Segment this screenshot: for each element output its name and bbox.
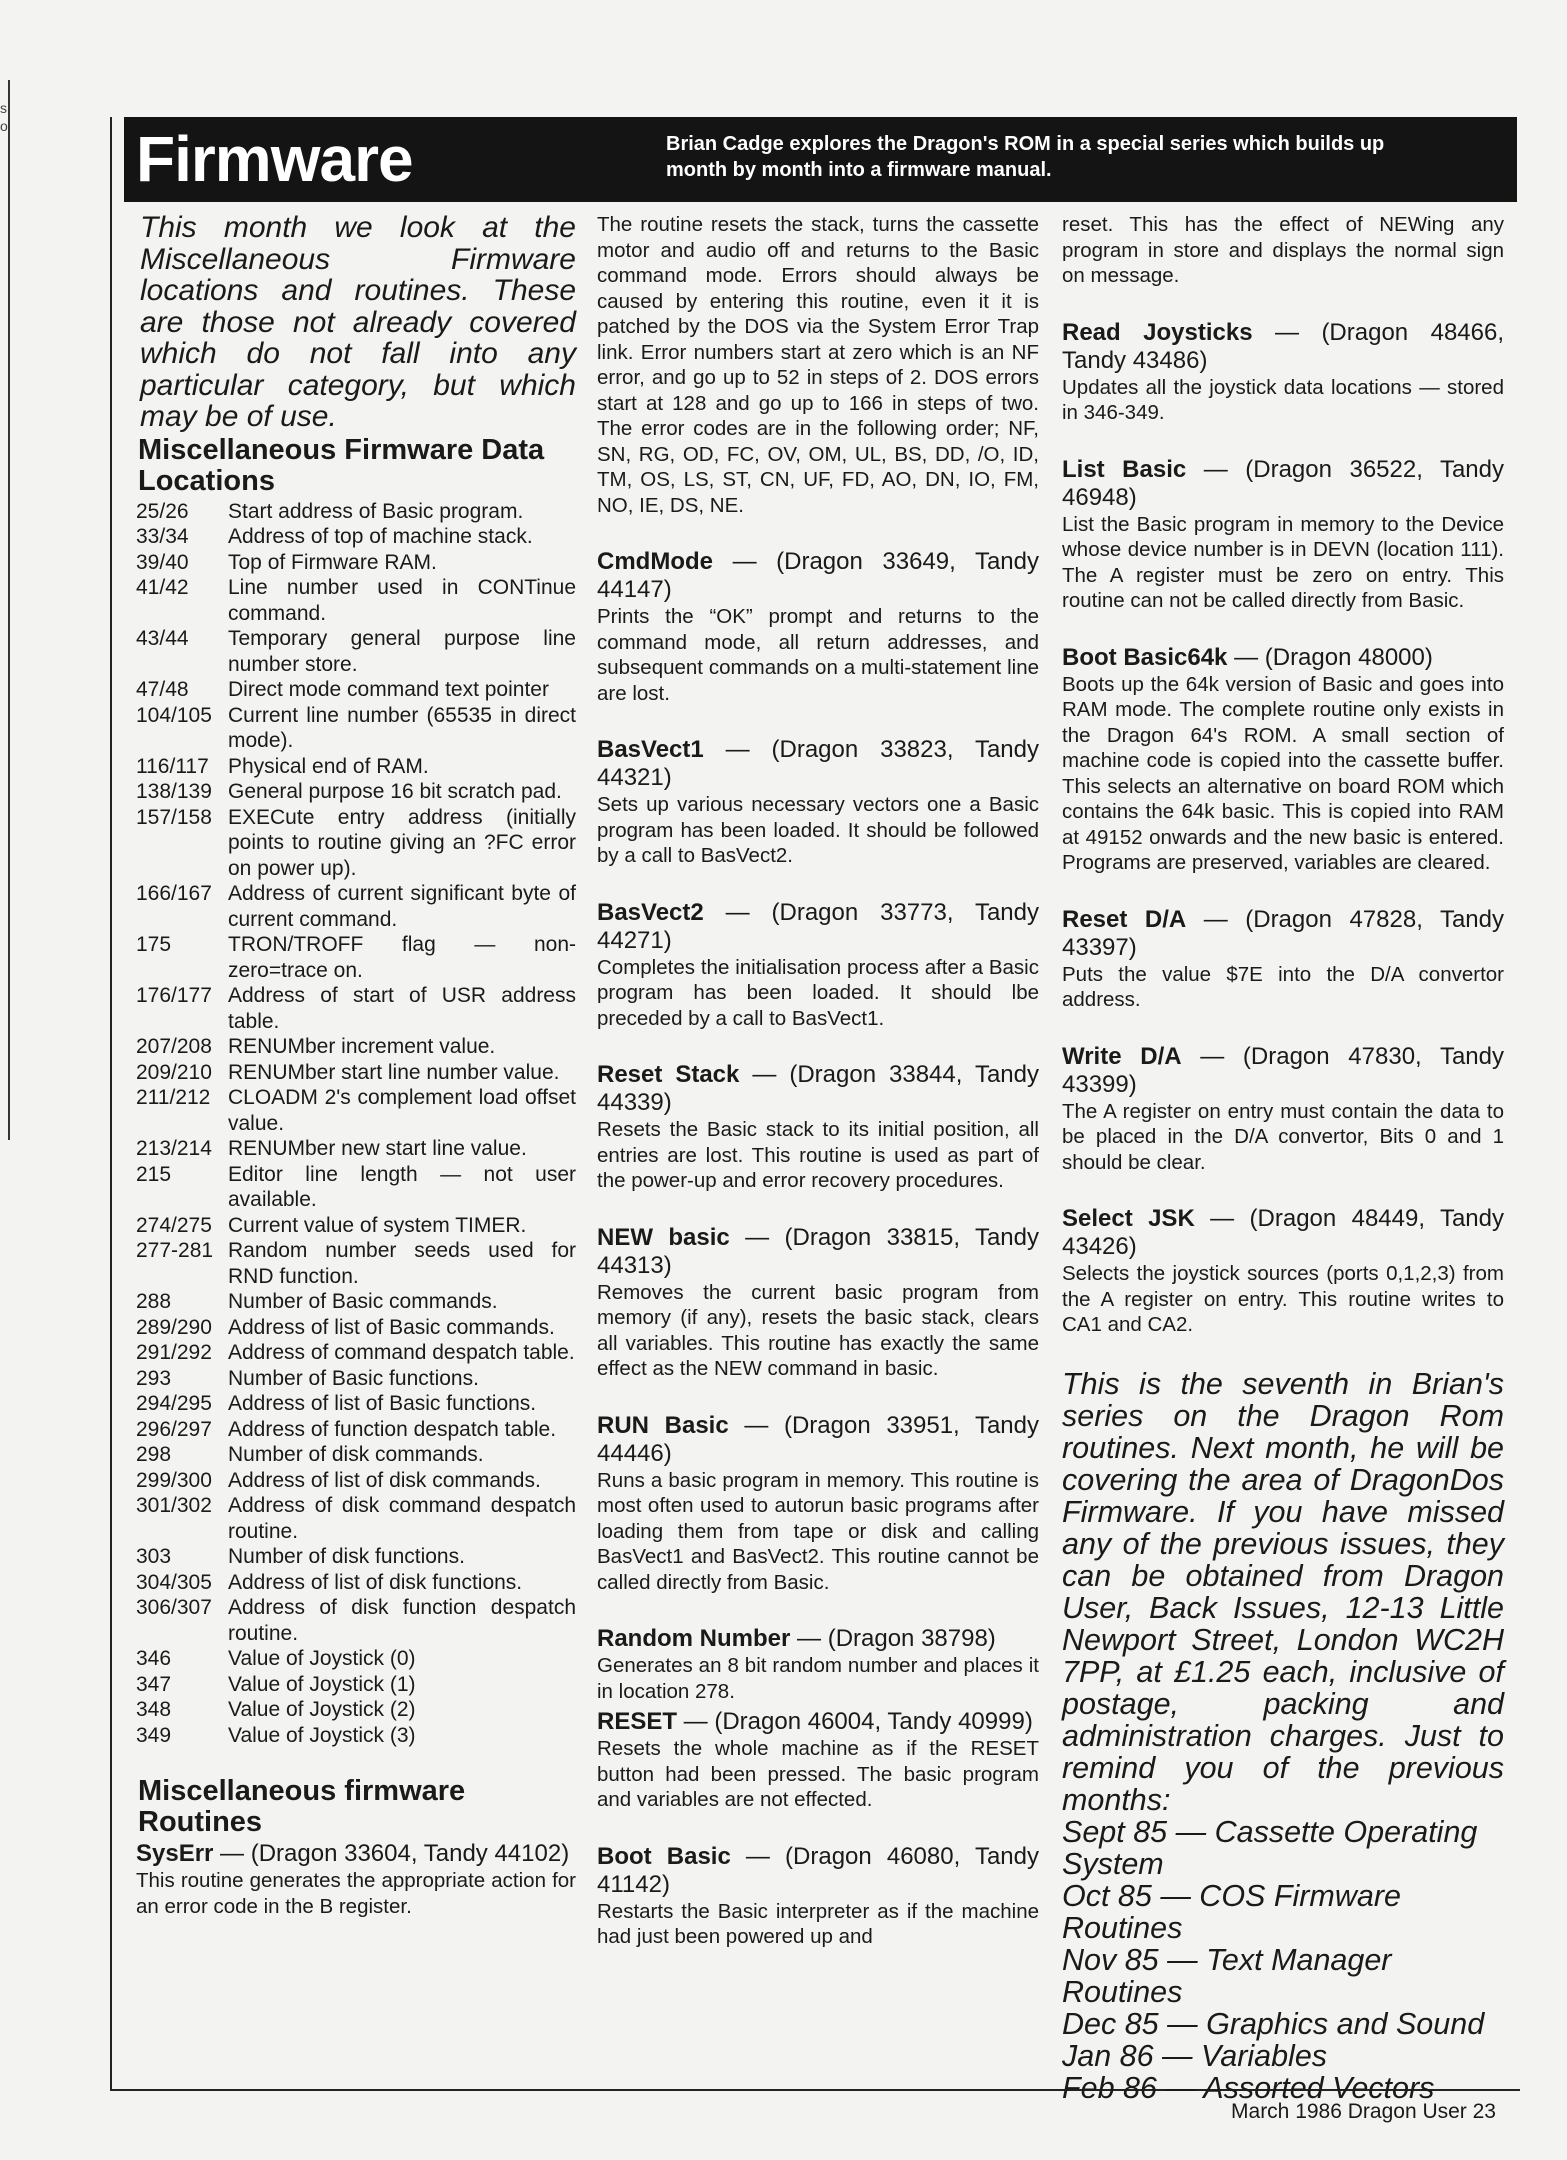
routine-entry	[597, 736, 1039, 869]
margin-fragment: o	[0, 118, 8, 134]
routine-name: NEW basic	[597, 1223, 730, 1251]
routine-description: Selects the joystick sources (ports 0,1,2,3) from the A register on entry. This routine writes to CA1 and CA2.	[1062, 1262, 1504, 1336]
routine-description: This routine generates the appropriate action for an error code in the B register.	[136, 1869, 576, 1918]
location-description: Address of list of disk functions.	[228, 1570, 523, 1594]
routine-address: — (Dragon 33604, Tandy 44102)	[213, 1840, 570, 1867]
location-row	[136, 754, 576, 780]
routine-heading	[1062, 319, 1504, 375]
location-row	[136, 1646, 576, 1672]
routine-name: BasVect1	[597, 736, 704, 763]
routine-description: Resets the Basic stack to its initial position, all entries are lost. This routine is used as part of the power-up and error recovery procedures.	[597, 1118, 1039, 1192]
location-description: RENUMber increment value.	[228, 1035, 496, 1058]
routine-name: Reset D/A	[1062, 905, 1187, 933]
location-address: 298	[136, 1443, 172, 1466]
routine-heading	[597, 1708, 1039, 1736]
routine-entry	[597, 212, 1039, 518]
location-address: 209/210	[136, 1060, 212, 1084]
routine-name: RUN Basic	[597, 1411, 729, 1439]
routine-description: Completes the initialisation process after a Basic program has been loaded. It should lbe preceded by a call to BasVect1.	[597, 955, 1039, 1030]
location-row	[136, 626, 576, 677]
routine-entry	[1062, 212, 1504, 289]
routine-address: — (Dragon 33823, Tandy 44321)	[597, 736, 1039, 791]
routine-name: CmdMode	[597, 548, 713, 575]
location-description: Address of function despatch table.	[228, 1417, 557, 1441]
location-row	[136, 703, 576, 754]
location-description: Start address of Basic program.	[228, 499, 524, 523]
location-address: 157/158	[136, 805, 212, 829]
location-description: Address of top of machine stack.	[228, 525, 533, 548]
routine-description: Puts the value $7E into the D/A convertor address.	[1062, 962, 1504, 1011]
location-address: 33/34	[136, 525, 189, 548]
location-address: 39/40	[136, 550, 189, 574]
location-address: 116/117	[136, 754, 209, 778]
location-address: 215	[136, 1162, 172, 1186]
location-row	[136, 499, 576, 525]
location-address: 175	[136, 933, 172, 956]
location-row	[136, 983, 576, 1034]
location-description: Random number seeds used for RND function.	[228, 1239, 576, 1288]
location-description: Direct mode command text pointer	[228, 678, 549, 701]
routine-description: Removes the current basic program from memory (if any), resets the basic stack, clears all variables. This routine has exactly the same effect as the NEW command in basic.	[597, 1280, 1039, 1380]
location-description: General purpose 16 bit scratch pad.	[228, 780, 562, 803]
routine-address: — (Dragon 36522, Tandy 46948)	[1062, 455, 1504, 511]
location-row	[136, 1213, 576, 1239]
location-row	[136, 1468, 576, 1494]
routine-address: — (Dragon 38798)	[790, 1625, 996, 1652]
location-row	[136, 805, 576, 882]
location-address: 43/44	[136, 627, 189, 650]
routine-description: Runs a basic program in memory. This routine is most often used to autorun basic programs after loading them from tape or disk and calling BasVect1 and BasVect2. This routine cannot be called directly from Basic.	[597, 1468, 1039, 1594]
section-heading: Miscellaneous Firmware Data Locations	[138, 433, 545, 497]
location-description: Number of disk functions.	[228, 1545, 465, 1568]
location-description: Number of Basic commands.	[228, 1290, 498, 1313]
routine-heading	[597, 1843, 1039, 1899]
margin-fragment: s	[0, 100, 7, 116]
article-subtitle: Brian Cadge explores the Dragon's ROM in a special series which builds up month by month into a firmware manual.	[666, 133, 1385, 181]
routine-entry	[1062, 906, 1504, 1013]
location-address: 166/167	[136, 882, 212, 905]
routine-entry	[597, 1224, 1039, 1382]
location-description: CLOADM 2's complement load offset value.	[228, 1086, 576, 1135]
location-description: RENUMber new start line value.	[228, 1137, 527, 1160]
location-row	[136, 1697, 576, 1723]
location-description: Address of list of Basic commands.	[228, 1315, 555, 1339]
location-row	[136, 1060, 576, 1086]
location-description: Value of Joystick (0)	[228, 1647, 416, 1670]
location-description: Line number used in CONTinue command.	[228, 576, 576, 625]
location-row	[136, 1085, 576, 1136]
routine-heading	[597, 1061, 1039, 1117]
location-row	[136, 1136, 576, 1162]
location-description: Value of Joystick (1)	[228, 1672, 416, 1696]
previous-issue: Oct 85 — COS Firmware Routines	[1062, 1878, 1401, 1945]
location-row	[136, 1366, 576, 1392]
routine-entry	[597, 1625, 1039, 1704]
location-description: EXECute entry address (initially points to routine giving an ?FC error on power up).	[228, 805, 576, 880]
routine-heading	[597, 1412, 1039, 1468]
location-description: Value of Joystick (2)	[228, 1698, 416, 1721]
location-description: Current line number (65535 in direct mode).	[228, 703, 576, 752]
closing-note	[1062, 1368, 1504, 2104]
routine-heading	[597, 548, 1039, 604]
routine-address: — (Dragon 33844, Tandy 44339)	[597, 1061, 1039, 1116]
location-row	[136, 1595, 576, 1646]
location-description: Address of list of Basic functions.	[228, 1392, 537, 1415]
routine-entry	[136, 1840, 576, 1919]
routine-address: — (Dragon 47828, Tandy 43397)	[1062, 905, 1504, 961]
routine-entry	[1062, 456, 1504, 614]
routine-description: Restarts the Basic interpreter as if the machine had just been powered up and	[597, 1899, 1039, 1948]
article-banner	[124, 117, 1517, 202]
location-row	[136, 1340, 576, 1366]
previous-issue: Feb 86 — Assorted Vectors	[1062, 2070, 1435, 2105]
location-address: 207/208	[136, 1035, 212, 1058]
location-row	[136, 575, 576, 626]
location-address: 303	[136, 1545, 172, 1568]
routine-address: — (Dragon 33815, Tandy 44313)	[597, 1223, 1039, 1279]
location-row	[136, 1570, 576, 1596]
location-description: TRON/TROFF flag — non-zero=trace on.	[228, 933, 576, 982]
routine-heading	[1062, 1205, 1504, 1261]
location-row	[136, 1493, 576, 1544]
location-description: Address of disk function despatch routine.	[228, 1596, 576, 1645]
location-address: 291/292	[136, 1341, 212, 1364]
routine-description: List the Basic program in memory to the Device whose device number is in DEVN (location 111). The A register must be zero on entry. This routine can not be called directly from Basic.	[1062, 512, 1504, 612]
location-row	[136, 1417, 576, 1443]
routine-address: — (Dragon 48466, Tandy 43486)	[1062, 318, 1504, 374]
location-row	[136, 524, 576, 550]
routine-heading	[1062, 456, 1504, 512]
location-description: Address of current significant byte of current command.	[228, 882, 576, 931]
routine-entry	[1062, 1205, 1504, 1338]
routine-entry	[597, 899, 1039, 1032]
location-address: 294/295	[136, 1392, 212, 1415]
routine-heading	[597, 1625, 1039, 1653]
routine-name: Select JSK	[1062, 1205, 1195, 1232]
closing-paragraph: This is the seventh in Brian's series on the Dragon Rom routines. Next month, he will be covering the area of DragonDos Firmware. If you have missed any of the previous issues, they can be obtained from Dragon User, Back Issues, 12-13 Little Newport Street, London WC2H 7PP, at £1.25 each, inclusive of postage, packing and administration charges. Just to remind you of the previous months:	[1062, 1366, 1504, 1817]
routine-description: Generates an 8 bit random number and places it in location 278.	[597, 1654, 1039, 1703]
location-address: 293	[136, 1366, 172, 1390]
routine-entry	[1062, 644, 1504, 876]
location-address: 274/275	[136, 1213, 212, 1237]
location-address: 304/305	[136, 1570, 212, 1594]
routine-description: reset. This has the effect of NEWing any program in store and displays the normal sign on message.	[1062, 213, 1504, 287]
location-address: 306/307	[136, 1596, 212, 1619]
column-3	[1062, 212, 1504, 2104]
previous-issue: Nov 85 — Text Manager Routines	[1062, 1942, 1392, 2009]
routine-entry	[597, 1412, 1039, 1596]
location-description: Address of start of USR address table.	[228, 984, 576, 1033]
routine-name: SysErr	[136, 1840, 214, 1867]
location-row	[136, 1162, 576, 1213]
location-address: 213/214	[136, 1137, 212, 1160]
location-description: Value of Joystick (3)	[228, 1723, 416, 1747]
routine-name: RESET	[597, 1708, 678, 1735]
routine-address: — (Dragon 33773, Tandy 44271)	[597, 898, 1039, 954]
location-row	[136, 1315, 576, 1341]
location-row	[136, 1723, 576, 1749]
location-address: 47/48	[136, 678, 189, 701]
routine-description: Updates all the joystick data locations — stored in 346-349.	[1062, 375, 1504, 424]
location-address: 289/290	[136, 1315, 212, 1339]
routine-heading	[136, 1840, 576, 1868]
previous-page-edge	[0, 80, 10, 1140]
location-row	[136, 1442, 576, 1468]
routine-name: List Basic	[1062, 455, 1187, 483]
location-address: 277-281	[136, 1239, 214, 1262]
routine-heading	[597, 1224, 1039, 1280]
routine-description: Prints the “OK” prompt and returns to the command mode, all return addresses, and subsequent commands on a multi-statement line are lost.	[597, 605, 1039, 705]
routine-description: Resets the whole machine as if the RESET button had been pressed. The basic program and variables are not effected.	[597, 1737, 1039, 1811]
routine-heading	[1062, 906, 1504, 962]
routine-name: Random Number	[597, 1625, 791, 1652]
location-row	[136, 1238, 576, 1289]
location-row	[136, 1544, 576, 1570]
location-address: 211/212	[136, 1086, 211, 1109]
location-row	[136, 1289, 576, 1315]
location-row	[136, 550, 576, 576]
page-footer: March 1986 Dragon User 23	[1231, 2100, 1496, 2123]
routine-address: — (Dragon 48449, Tandy 43426)	[1062, 1205, 1504, 1260]
column-1	[136, 212, 576, 1949]
location-description: Physical end of RAM.	[228, 754, 429, 778]
location-row	[136, 677, 576, 703]
routine-entry	[597, 1061, 1039, 1194]
routine-description: The A register on entry must contain the data to be placed in the D/A convertor, Bits 0 and 1 should be clear.	[1062, 1099, 1504, 1174]
location-address: 288	[136, 1290, 172, 1313]
location-description: Temporary general purpose line number store.	[228, 627, 576, 676]
location-row	[136, 1034, 576, 1060]
routine-name: Boot Basic64k	[1062, 643, 1228, 671]
routine-entry	[1062, 1043, 1504, 1176]
routine-address: — (Dragon 33951, Tandy 44446)	[597, 1411, 1039, 1467]
routine-heading	[1062, 1043, 1504, 1099]
routine-name: Read Joysticks	[1062, 318, 1253, 346]
location-row	[136, 881, 576, 932]
routine-address: — (Dragon 46004, Tandy 40999)	[677, 1708, 1033, 1735]
routine-description: Sets up various necessary vectors one a Basic program has been loaded. It should be followed by a call to BasVect2.	[597, 793, 1039, 867]
routine-entry	[597, 1708, 1039, 1813]
routine-name: BasVect2	[597, 898, 704, 926]
location-address: 104/105	[136, 703, 212, 727]
routine-address: — (Dragon 48000)	[1227, 643, 1433, 671]
location-address: 346	[136, 1647, 172, 1670]
location-address: 347	[136, 1672, 172, 1696]
routine-address: — (Dragon 33649, Tandy 44147)	[597, 548, 1039, 603]
location-row	[136, 1672, 576, 1698]
location-row	[136, 1391, 576, 1417]
routine-heading	[1062, 644, 1504, 672]
location-row	[136, 779, 576, 805]
location-description: Number of disk commands.	[228, 1443, 484, 1466]
location-description: RENUMber start line number value.	[228, 1060, 560, 1084]
intro-paragraph: This month we look at the Miscellaneous Firmware locations and routines. These are those not already covered which do not fall into any particular category, but which may be of use.	[140, 211, 576, 433]
routine-name: Boot Basic	[597, 1842, 731, 1870]
location-description: Current value of system TIMER.	[228, 1213, 527, 1237]
routine-entry	[597, 1843, 1039, 1950]
routine-name: Write D/A	[1062, 1042, 1182, 1070]
section-heading: Miscellaneous firmware Routines	[138, 1775, 466, 1838]
location-description: Address of command despatch table.	[228, 1341, 575, 1364]
location-description: Address of disk command despatch routine.	[228, 1494, 576, 1543]
location-address: 138/139	[136, 780, 212, 803]
routine-description: Boots up the 64k version of Basic and goes into RAM mode. The complete routine only exists in the Dragon 64's ROM. A small section of machine code is copied into the cassette buffer. This selects an alternative on board ROM which contains the 64k basic. This is copied into RAM at 49152 onwards and the new basic is entered. Programs are preserved, variables are cleared.	[1062, 672, 1504, 874]
routine-heading	[597, 899, 1039, 955]
previous-issue: Sept 85 — Cassette Operating System	[1062, 1814, 1478, 1881]
routine-entry	[1062, 319, 1504, 426]
routine-description: The routine resets the stack, turns the cassette motor and audio off and returns to the Basic command mode. Errors should always be caused by entering this routine, even it it is patched by the DOS via the System Error Trap link. Error numbers start at zero which is an NF error, and go up to 52 in steps of 2. DOS errors start at 128 and go up to 166 in steps of two. The error codes are in the following order; NF, SN, RG, OD, FC, OV, OM, UL, BS, DD, /O, ID, TM, OS, LS, ST, CN, UF, FD, AO, DN, IO, FM, NO, IE, DS, NE.	[597, 213, 1039, 517]
previous-issue: Dec 85 — Graphics and Sound	[1062, 2006, 1485, 2041]
location-address: 25/26	[136, 499, 189, 523]
location-address: 349	[136, 1723, 172, 1747]
routine-entry	[597, 548, 1039, 706]
location-address: 296/297	[136, 1417, 212, 1441]
location-address: 301/302	[136, 1494, 212, 1517]
location-description: Editor line length — not user available.	[228, 1162, 576, 1211]
routine-address: — (Dragon 47830, Tandy 43399)	[1062, 1042, 1504, 1098]
location-description: Number of Basic functions.	[228, 1366, 479, 1390]
location-address: 348	[136, 1698, 172, 1721]
routine-heading	[597, 736, 1039, 792]
routine-address: — (Dragon 46080, Tandy 41142)	[597, 1842, 1039, 1898]
location-address: 176/177	[136, 984, 212, 1007]
column-2	[597, 212, 1039, 1980]
location-row	[136, 932, 576, 983]
location-description: Top of Firmware RAM.	[228, 550, 437, 574]
previous-issue: Jan 86 — Variables	[1062, 2038, 1328, 2073]
location-description: Address of list of disk commands.	[228, 1468, 541, 1492]
location-address: 299/300	[136, 1468, 212, 1492]
location-address: 41/42	[136, 576, 189, 599]
article-title: Firmware	[136, 123, 413, 195]
routine-name: Reset Stack	[597, 1061, 740, 1088]
